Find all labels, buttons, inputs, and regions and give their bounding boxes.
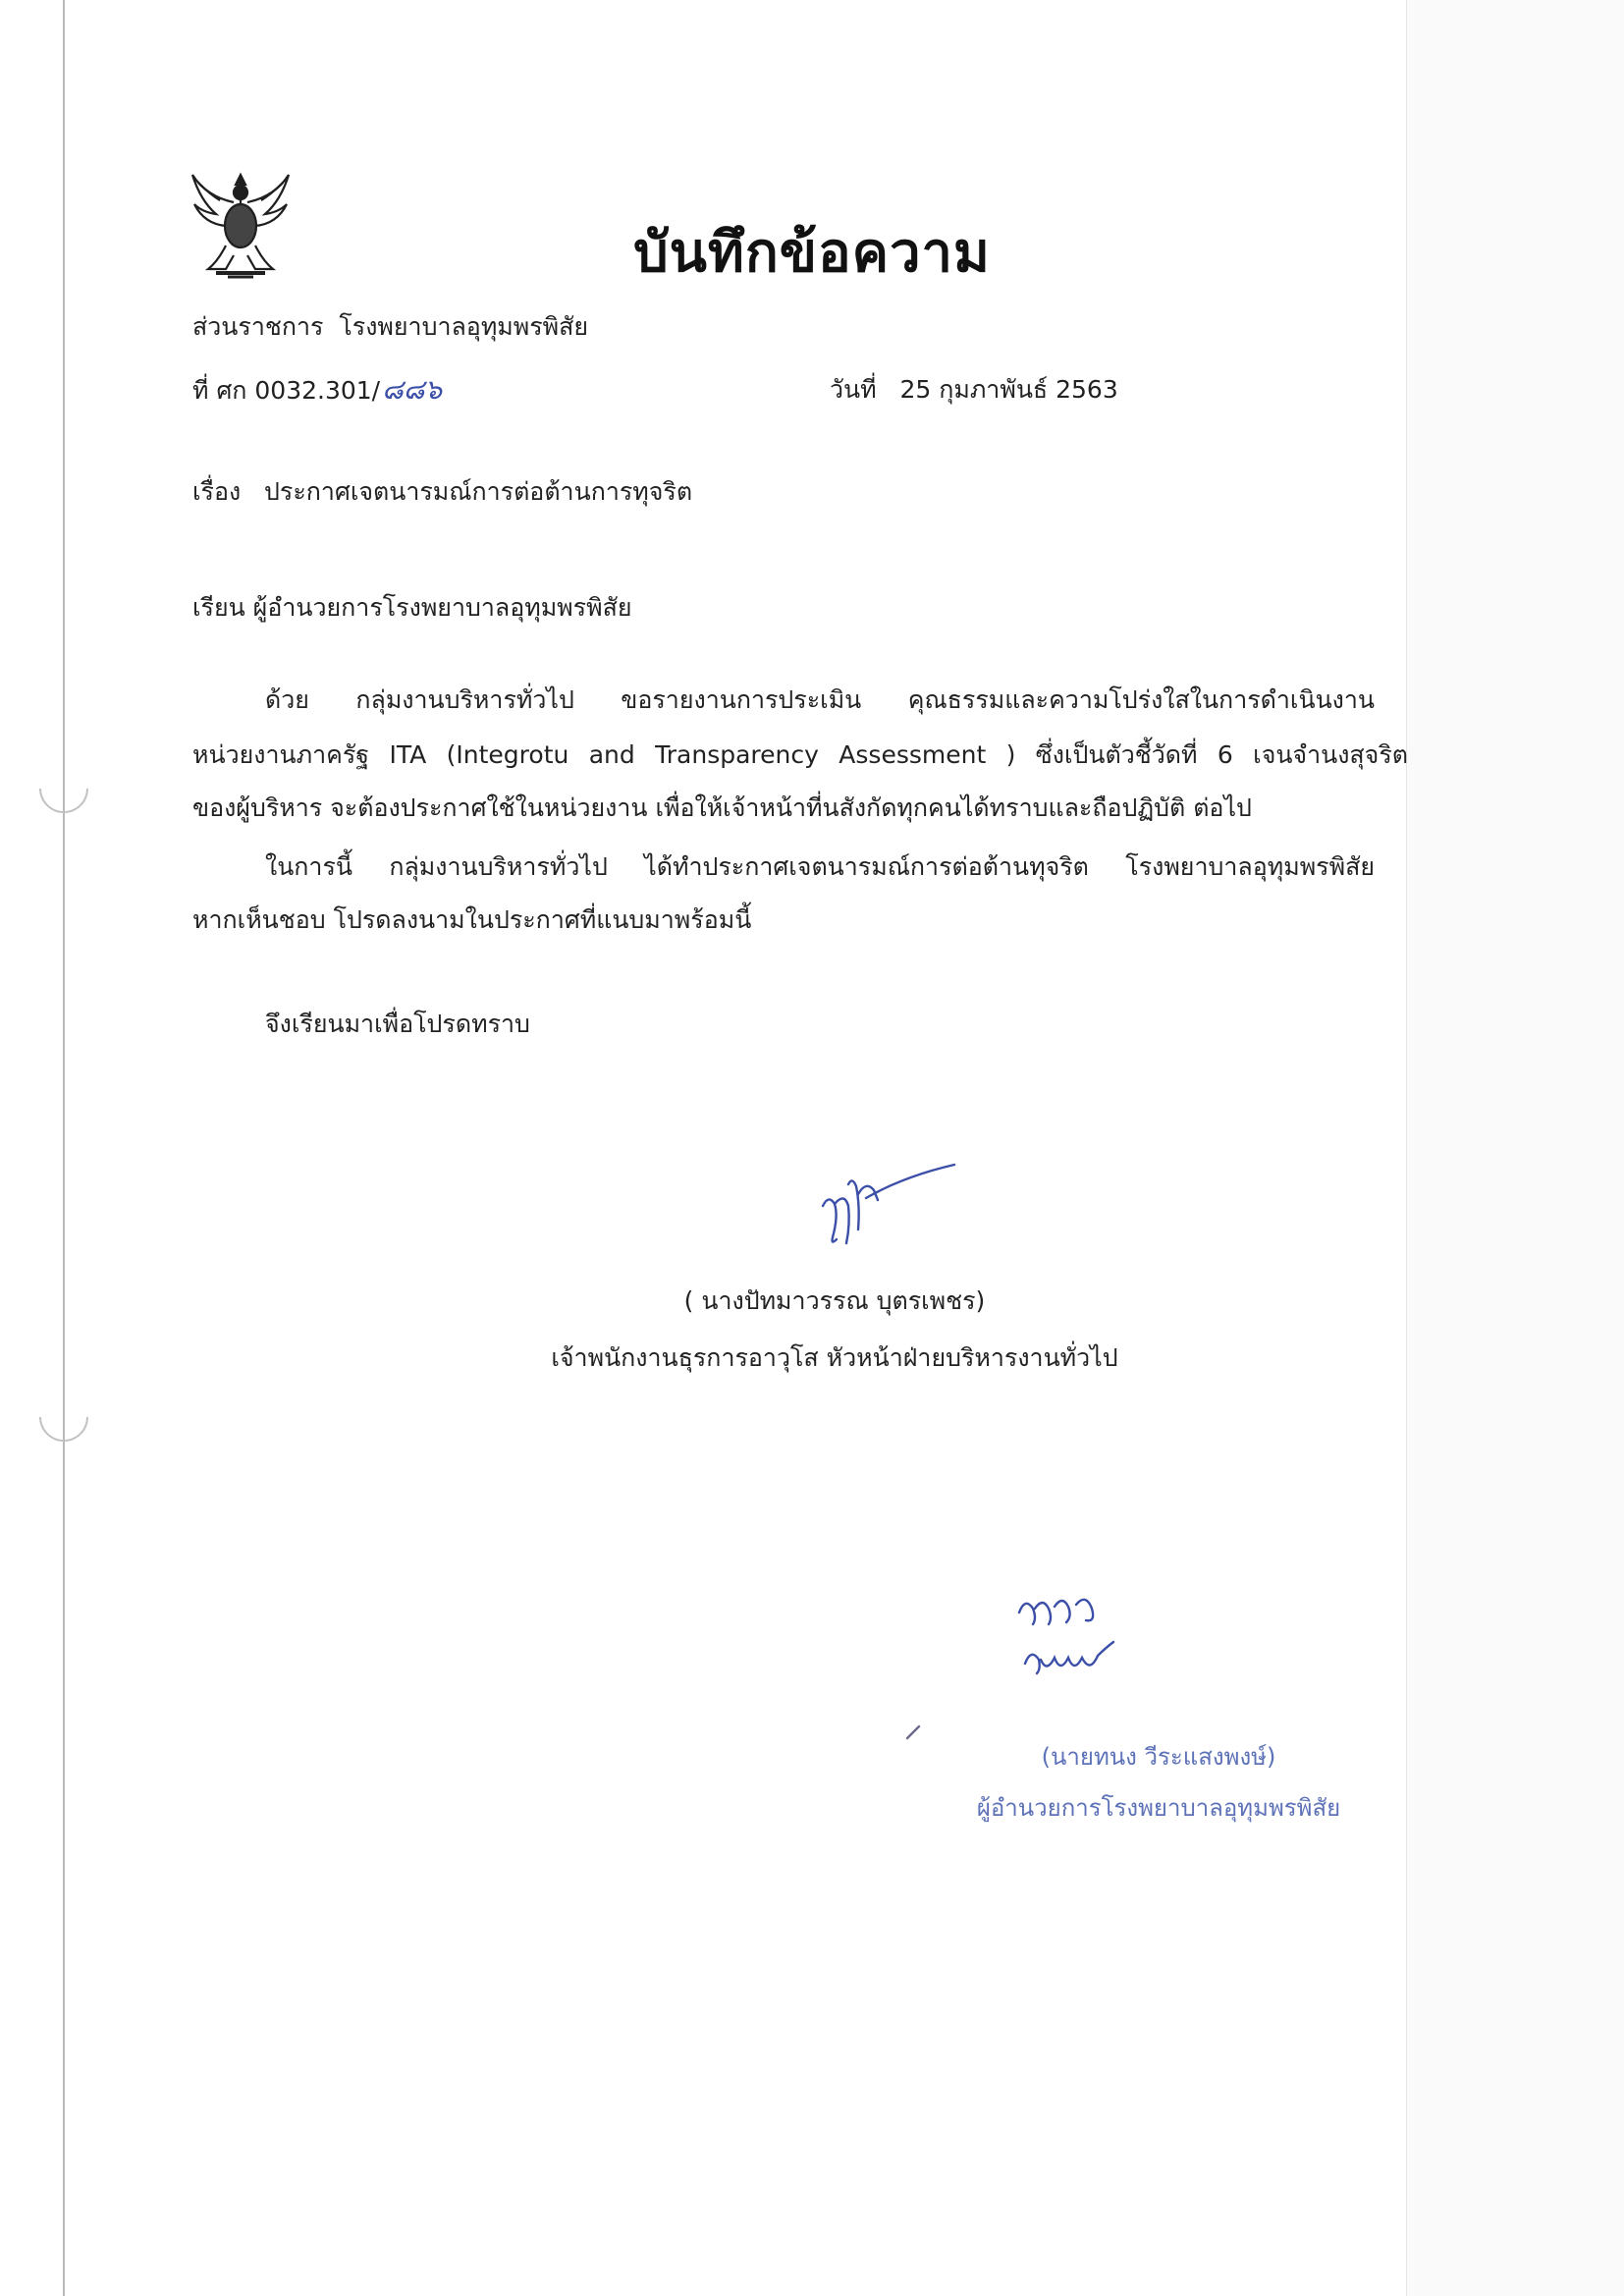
approver-position-stamp: ผู้อำนวยการโรงพยาบาลอุทุมพรพิสัย	[976, 1794, 1341, 1822]
approver-handwritten-note	[1011, 1579, 1178, 1697]
subject-label: เรื่อง	[192, 477, 242, 506]
closing-line: จึงเรียนมาเพื่อโปรดทราบ	[265, 1010, 530, 1038]
recipient-label: เรียน	[192, 593, 245, 622]
approver-name-stamp: (นายทนง วีระแสงพงษ์)	[1041, 1743, 1276, 1771]
date-line	[830, 373, 1118, 407]
paragraph-1-line-1: ด้วย กลุ่มงานบริหารทั่วไป ขอรายงานการประเมิน คุณธรรมและความโปร่งใสในการดำเนินงาน	[265, 685, 1375, 714]
scan-right-edge	[1406, 0, 1624, 2296]
subject-line	[192, 475, 692, 509]
signer-name: ( นางปัทมาวรรณ บุตรเพชร)	[683, 1286, 986, 1315]
reference-value: ศก 0032.301/	[216, 376, 381, 405]
punch-hole-top	[29, 754, 99, 824]
reference-line	[192, 373, 442, 408]
paragraph-1-line-2: หน่วยงานภาครัฐ ITA (Integrotu and Transparency Assessment ) ซึ่งเป็นตัวชี้วัดที่ 6 เจนจำนงสุจริต	[192, 740, 1408, 769]
department-line	[192, 310, 588, 344]
department-value: โรงพยาบาลอุทุมพรพิสัย	[339, 312, 589, 341]
reference-handwritten-number: ๘๘๖	[382, 373, 443, 406]
punch-hole-bottom	[29, 1383, 99, 1452]
memo-title: บันทึกข้อความ	[633, 221, 991, 285]
binding-margin-line	[63, 0, 65, 2296]
approver-pen-mark	[903, 1721, 925, 1742]
reference-label: ที่	[192, 376, 209, 405]
paragraph-2-line-1: ในการนี้ กลุ่มงานบริหารทั่วไป ได้ทำประกาศเจตนารมณ์การต่อต้านทุจริต โรงพยาบาลอุทุมพรพิสัย	[265, 852, 1375, 881]
signer-position: เจ้าพนักงานธุรการอาวุโส หัวหน้าฝ่ายบริหารงานทั่วไป	[551, 1343, 1118, 1372]
paragraph-1-line-3: ของผู้บริหาร จะต้องประกาศใช้ในหน่วยงาน เพื่อให้เจ้าหน้าที่นสังกัดทุกคนได้ทราบและถือปฏิบัติ ต่อไป	[192, 793, 1252, 822]
recipient-line	[192, 591, 631, 625]
signer-handwritten-signature	[805, 1155, 972, 1253]
recipient-value: ผู้อำนวยการโรงพยาบาลอุทุมพรพิสัย	[252, 593, 632, 622]
department-label: ส่วนราชการ	[192, 312, 324, 341]
date-label: วันที่	[830, 375, 877, 404]
date-value: 25 กุมภาพันธ์ 2563	[899, 375, 1118, 404]
paragraph-2-line-2: หากเห็นชอบ โปรดลงนามในประกาศที่แนบมาพร้อมนี้	[192, 905, 752, 934]
subject-value: ประกาศเจตนารมณ์การต่อต้านการทุจริต	[264, 477, 693, 506]
